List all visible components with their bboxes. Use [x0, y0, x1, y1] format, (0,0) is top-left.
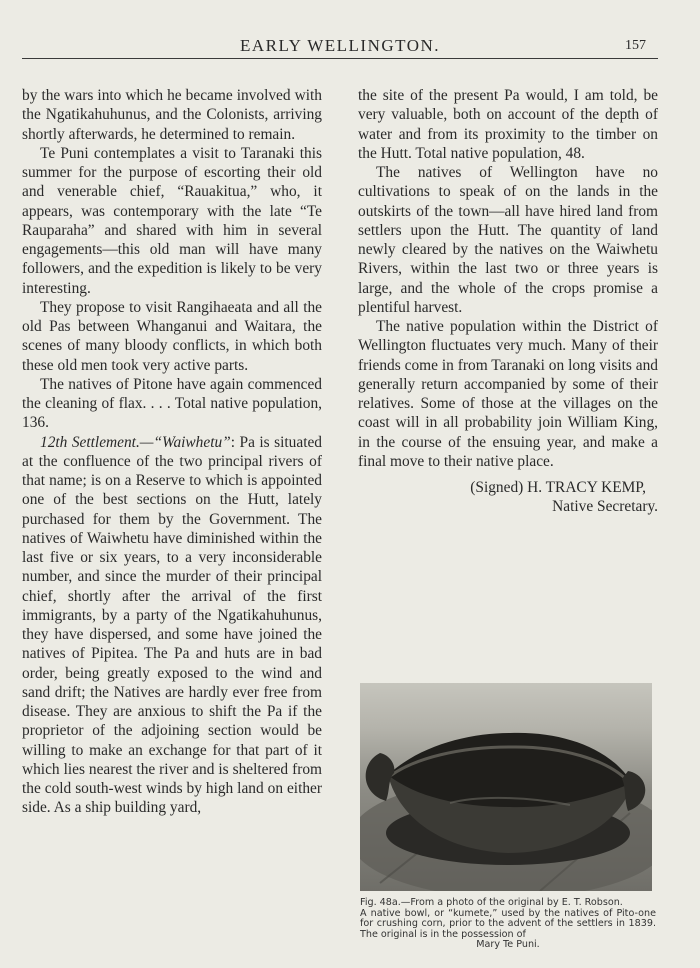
paragraph: by the wars into which he became involved with the Ngatikahuhunus, and the Colonists, arriving shortly afterwards, he determined to remain.: [22, 87, 322, 143]
caption-owner: Mary Te Puni.: [476, 939, 540, 951]
left-column: [22, 86, 322, 818]
signatory-title: Native Secretary.: [552, 498, 658, 516]
right-column: [358, 86, 658, 517]
paragraph: The natives of Pitone have again commenced the cleaning of flax. . . . Total native population, 136.: [22, 375, 322, 432]
settlement-heading: 12th Settlement.—“Waiwhetu”: [40, 433, 231, 451]
bowl-photo: [360, 683, 652, 891]
page-header: [22, 34, 658, 59]
figure-caption: [360, 898, 656, 951]
settlement-text: : Pa is situated at the confluence of the two principal rivers of that name; is on a Reserve to which is appointed one of the best sections on the Hutt, lately purchased for them by the Government. The natives of Waiwhetu have diminished within the last five or six years, to a very inconsiderable number, and since the murder of their principal chief, shortly after the arrival of the first immigrants, by a party of the Ngatikahuhunus, they have dispersed, and some have joined the natives of Pipitea. The Pa and huts are in bad order, being greatly exposed to the wind and sand drift; the Natives are hardly ever free from disease. They are anxious to shift the Pa if the proprietor of the adjoining section would be willing to make an exchange for that part of it which lies nearest the river and is sheltered from the cold south-west winds by high land on either side. As a ship building yard,: [22, 433, 322, 817]
paragraph: The natives of Wellington have no cultivations to speak of on the lands in the outskirts of the town—all have hired land from settlers upon the Hutt. The quantity of land newly cleared by the natives on the Waiwhetu Rivers, within the last two or three years is large, and the whole of the crops promise a plentiful harvest.: [358, 164, 658, 316]
running-title: EARLY WELLINGTON.: [239, 36, 441, 55]
signature: (Signed) H. TRACY KEMP,: [470, 479, 646, 496]
caption-description: A native bowl, or “kumete,” used by the natives of Pito-one for crushing corn, prior to the advent of the settlers in 1839. The original is in the possession of: [360, 907, 656, 940]
paragraph: The native population within the District of Wellington fluctuates very much. Many of their friends come in from Taranaki on long visits and generally return accompanied by some of their relatives. Some of those at the villages on the coast will in all probability join William King, in the course of the ensuing year, and make a final move to their native place.: [358, 318, 658, 470]
bowl-image: [360, 683, 652, 891]
caption-source: Fig. 48a.—From a photo of the original by E. T. Robson.: [360, 897, 623, 908]
paragraph: They propose to visit Rangihaeata and all the old Pas between Whanganui and Waitara, the scenes of many bloody conflicts, in which both these old men took very active parts.: [22, 298, 322, 374]
paragraph: [22, 433, 322, 818]
page-number: 157: [625, 38, 646, 53]
paragraph: the site of the present Pa would, I am told, be very valuable, both on account of the depth of water and from its proximity to the timber on the Hutt. Total native population, 48.: [358, 87, 658, 162]
paragraph: Te Puni contemplates a visit to Taranaki this summer for the purpose of escorting their old and venerable chief, “Rauakitua,” who, it appears, was contemporary with the late “Te Rauparaha” and shared with him in several engagements—this old man will have many followers, and the expedition is likely to be very interesting.: [22, 144, 322, 297]
